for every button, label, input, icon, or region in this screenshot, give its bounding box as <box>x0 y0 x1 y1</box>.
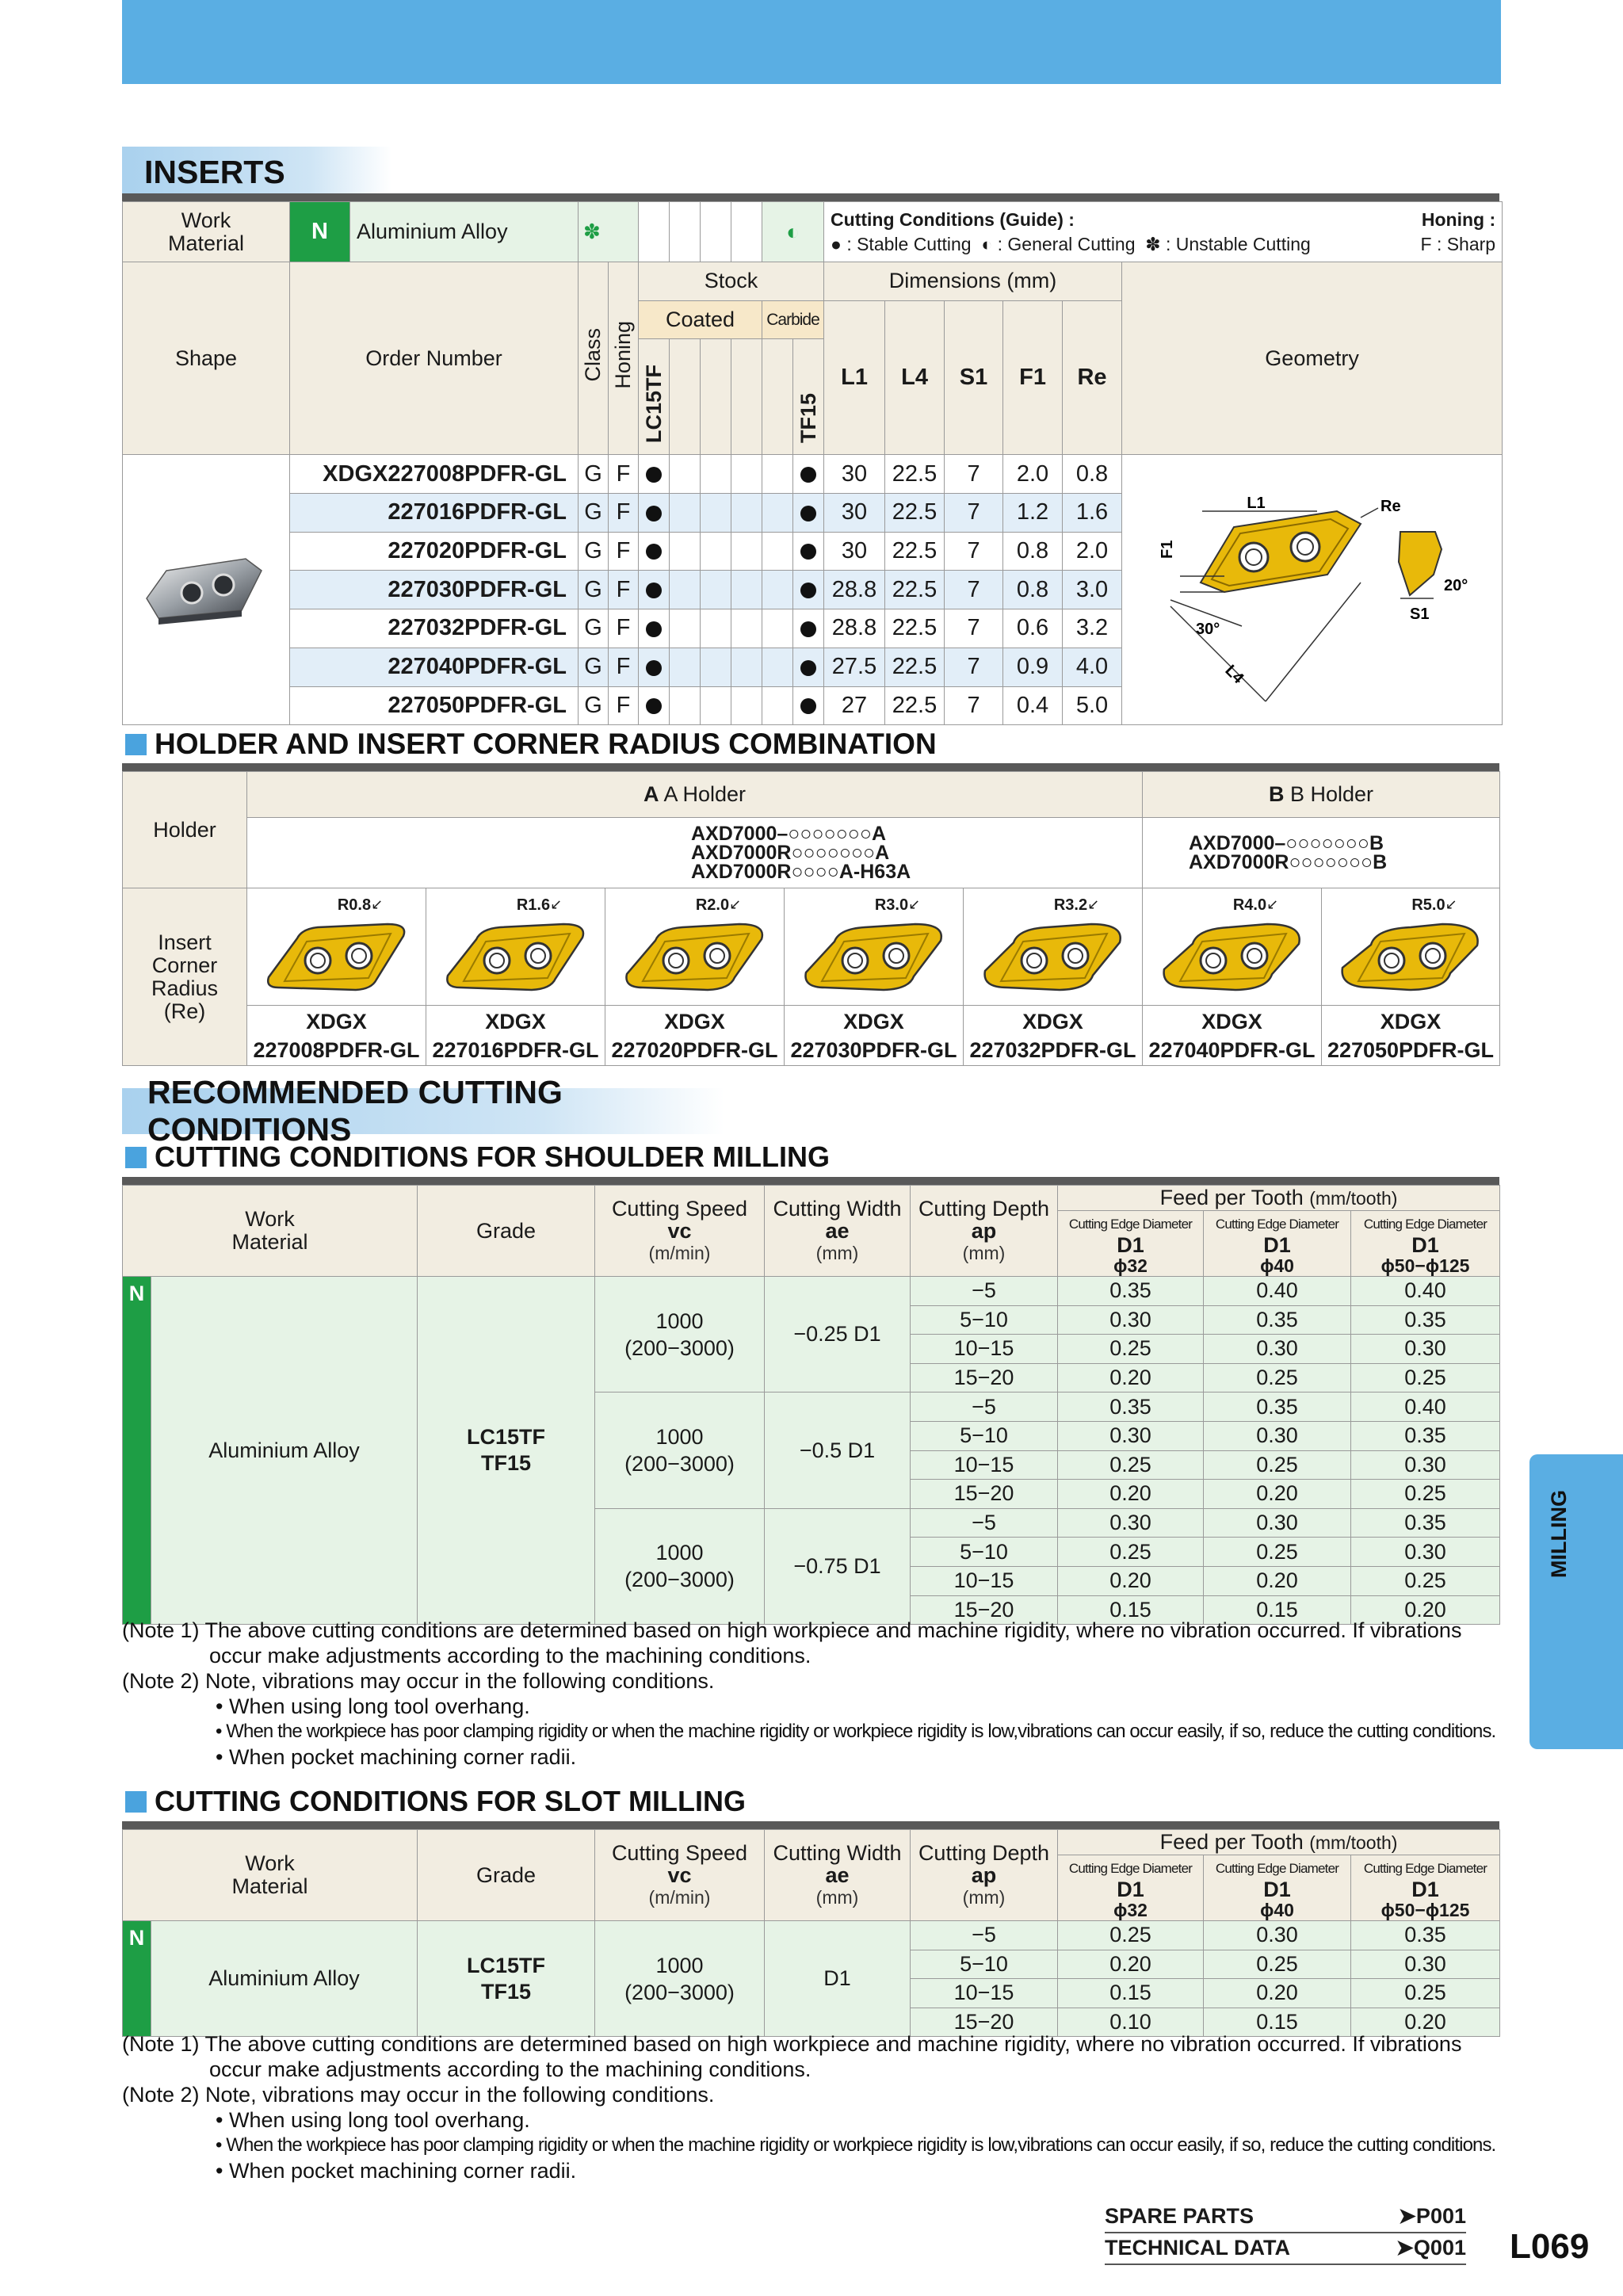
feed-d50-cell: 0.25 <box>1351 1566 1500 1595</box>
feed-d50-cell: 0.20 <box>1351 1595 1500 1625</box>
feed-d50-cell: 0.30 <box>1351 1335 1500 1364</box>
feed-d32-cell: 0.25 <box>1058 1450 1204 1480</box>
insert-corner-graphic <box>1331 915 1490 1002</box>
l1-cell: 28.8 <box>824 571 885 609</box>
speed-cell: 1000 (200−3000) <box>595 1277 765 1392</box>
l1-cell: 30 <box>824 494 885 533</box>
speed-cell: 1000 (200−3000) <box>595 1921 765 2037</box>
stock-dot <box>639 455 670 494</box>
speed-header: Cutting Speed vc (m/min) <box>595 1186 765 1277</box>
feed-d40-cell: 0.30 <box>1204 1335 1351 1364</box>
depth-cell: 5−10 <box>911 1305 1058 1335</box>
feed-d50-cell: 0.35 <box>1351 1421 1500 1450</box>
insert-corner-graphic <box>974 915 1132 1002</box>
unstable-legend: ✽ : Unstable Cutting <box>1145 233 1311 254</box>
depth-cell: −5 <box>911 1392 1058 1422</box>
width-cell: −0.75 D1 <box>765 1508 911 1624</box>
lc15tf-header: LC15TF <box>639 339 670 455</box>
l4-cell: 22.5 <box>885 571 945 609</box>
feed-d40-cell: 0.25 <box>1204 1950 1351 1979</box>
honing-header: Honing <box>609 262 639 455</box>
re-cell: 3.0 <box>1063 571 1122 609</box>
l4-cell: 22.5 <box>885 686 945 725</box>
feed-d40-cell: 0.20 <box>1204 1480 1351 1509</box>
stock-dot <box>793 494 824 533</box>
s1-cell: 7 <box>945 648 1003 686</box>
order-number: XDGX227008PDFR-GL <box>290 455 579 494</box>
re-cell: 5.0 <box>1063 686 1122 725</box>
insert-image: R5.0 ↙ <box>1322 888 1500 1006</box>
stock-dot <box>639 648 670 686</box>
feed-d32-cell: 0.30 <box>1058 1421 1204 1450</box>
feed-d32-cell: 0.20 <box>1058 1363 1204 1392</box>
feed-d50-cell: 0.35 <box>1351 1305 1500 1335</box>
depth-cell: 10−15 <box>911 1979 1058 2008</box>
l1-cell: 30 <box>824 532 885 571</box>
re-cell: 0.8 <box>1063 455 1122 494</box>
l4-header: L4 <box>885 300 945 455</box>
feed-d40-cell: 0.35 <box>1204 1305 1351 1335</box>
insert-name: XDGX 227040PDFR-GL <box>1143 1006 1322 1066</box>
shoulder-title: CUTTING CONDITIONS FOR SHOULDER MILLING <box>125 1139 830 1175</box>
insert-image: R1.6 ↙ <box>426 888 605 1006</box>
insert-name: XDGX 227030PDFR-GL <box>785 1006 964 1066</box>
speed-cell: 1000 (200−3000) <box>595 1508 765 1624</box>
re-cell: 3.2 <box>1063 609 1122 648</box>
shoulder-table <box>122 1185 1500 1625</box>
stock-dot <box>639 609 670 648</box>
material-cell: Aluminium Alloy <box>151 1921 418 2037</box>
depth-cell: 5−10 <box>911 1421 1058 1450</box>
page-number: L069 <box>1510 2227 1590 2266</box>
width-cell: D1 <box>765 1921 911 2037</box>
section-rule <box>122 763 1499 771</box>
work-material-header: Work Material <box>123 202 290 262</box>
insert-image: R0.8 ↙ <box>247 888 426 1006</box>
grade-cell: LC15TF TF15 <box>418 1921 595 2037</box>
geom-f1-label: F1 <box>1158 540 1176 560</box>
depth-cell: 10−15 <box>911 1335 1058 1364</box>
carbide-header: Carbide <box>762 300 824 339</box>
a-holder-header: A A Holder <box>247 772 1143 818</box>
insert-corner-graphic <box>795 915 953 1002</box>
d40-header: Cutting Edge Diameter D1 ɸ40 <box>1204 1855 1351 1921</box>
s1-cell: 7 <box>945 532 1003 571</box>
feed-d32-cell: 0.15 <box>1058 1979 1204 2008</box>
n-badge: N <box>123 1921 151 2037</box>
honing-cell: F <box>609 648 639 686</box>
d32-header: Cutting Edge Diameter D1 ɸ32 <box>1058 1211 1204 1277</box>
s1-cell: 7 <box>945 686 1003 725</box>
inserts-title: INSERTS <box>122 147 391 197</box>
stock-dot <box>793 532 824 571</box>
shape-header: Shape <box>123 262 290 455</box>
work-material-header: Work Material <box>123 1830 418 1921</box>
depth-cell: 10−15 <box>911 1566 1058 1595</box>
d32-header: Cutting Edge Diameter D1 ɸ32 <box>1058 1855 1204 1921</box>
honing-cell: F <box>609 609 639 648</box>
stock-dot <box>793 609 824 648</box>
feed-d50-cell: 0.25 <box>1351 1979 1500 2008</box>
depth-header: Cutting Depth ap (mm) <box>911 1186 1058 1277</box>
technical-data-link[interactable]: TECHNICAL DATA ➤Q001 <box>1105 2236 1466 2265</box>
geom-l4-label: L4 <box>1221 662 1247 688</box>
unstable-icon: ✽ <box>579 202 639 262</box>
insert-corner-graphic <box>1153 915 1312 1002</box>
feed-d32-cell: 0.30 <box>1058 1508 1204 1538</box>
d50-header: Cutting Edge Diameter D1 ɸ50−ɸ125 <box>1351 1855 1500 1921</box>
class-cell: G <box>579 494 609 533</box>
radius-label-text: R1.6 <box>516 896 551 914</box>
class-cell: G <box>579 686 609 725</box>
feed-d50-cell: 0.25 <box>1351 1363 1500 1392</box>
feed-d40-cell: 0.40 <box>1204 1277 1351 1306</box>
feed-d32-cell: 0.25 <box>1058 1538 1204 1567</box>
feed-d40-cell: 0.15 <box>1204 1595 1351 1625</box>
material-cell: Aluminium Alloy <box>151 1277 418 1625</box>
width-cell: −0.25 D1 <box>765 1277 911 1392</box>
honing-cell: F <box>609 494 639 533</box>
f1-cell: 0.9 <box>1003 648 1063 686</box>
feed-header: Feed per Tooth (mm/tooth) <box>1058 1186 1500 1211</box>
feed-d40-cell: 0.20 <box>1204 1979 1351 2008</box>
feed-d40-cell: 0.25 <box>1204 1450 1351 1480</box>
material-cell: Aluminium Alloy <box>350 202 579 262</box>
insert-image: R3.0 ↙ <box>785 888 964 1006</box>
l1-cell: 27.5 <box>824 648 885 686</box>
f1-header: F1 <box>1003 300 1063 455</box>
re-cell: 4.0 <box>1063 648 1122 686</box>
class-cell: G <box>579 532 609 571</box>
insert-image: R3.2 ↙ <box>964 888 1143 1006</box>
width-header: Cutting Width ae (mm) <box>765 1186 911 1277</box>
f1-cell: 1.2 <box>1003 494 1063 533</box>
depth-cell: −5 <box>911 1277 1058 1306</box>
dimensions-header: Dimensions (mm) <box>824 262 1122 301</box>
insert-name: XDGX 227020PDFR-GL <box>605 1006 785 1066</box>
width-cell: −0.5 D1 <box>765 1392 911 1508</box>
order-header: Order Number <box>290 262 579 455</box>
slot-notes: (Note 1) The above cutting conditions are determined based on high workpiece and machine rigidity, where no vibration occurred. If vibrations occur make adjustments according to the machining conditions. (Note 2) Note, vibrations may occur in the following conditions. • When using long tool overhang. • When the workpiece has poor clamping rigidity or when the machine rigidity or workpiece rigidity is low,vibrations can occur easily, if so, reduce the cutting conditions. • When pocket machining corner radii. <box>122 2032 1496 2183</box>
a-holder-models: AXD7000–○○○○○○○A AXD7000R○○○○○○○A AXD7000R○○○○A-H63A <box>247 818 1143 888</box>
depth-cell: 5−10 <box>911 1538 1058 1567</box>
l4-cell: 22.5 <box>885 532 945 571</box>
general-icon: ◐ <box>762 202 824 262</box>
radius-label-text: R2.0 <box>695 896 730 914</box>
s1-cell: 7 <box>945 609 1003 648</box>
geom-l1-label: L1 <box>1246 495 1266 513</box>
slot-title: CUTTING CONDITIONS FOR SLOT MILLING <box>125 1783 746 1820</box>
depth-cell: −5 <box>911 1921 1058 1950</box>
stock-dot <box>793 455 824 494</box>
speed-cell: 1000 (200−3000) <box>595 1392 765 1508</box>
l1-cell: 27 <box>824 686 885 725</box>
stock-dot <box>639 494 670 533</box>
spare-parts-link[interactable]: SPARE PARTS ➤P001 <box>1105 2204 1466 2233</box>
honing-cell: F <box>609 455 639 494</box>
insert-corner-graphic <box>258 915 416 1002</box>
feed-d40-cell: 0.30 <box>1204 1921 1351 1950</box>
re-cell: 1.6 <box>1063 494 1122 533</box>
width-header: Cutting Width ae (mm) <box>765 1830 911 1921</box>
stock-dot <box>639 571 670 609</box>
coated-header: Coated <box>639 300 762 339</box>
l1-cell: 28.8 <box>824 609 885 648</box>
depth-cell: 15−20 <box>911 1363 1058 1392</box>
b-holder-header: B B Holder <box>1143 772 1500 818</box>
section-rule <box>122 193 1499 201</box>
depth-cell: 10−15 <box>911 1450 1058 1480</box>
f1-cell: 0.6 <box>1003 609 1063 648</box>
depth-cell: 15−20 <box>911 1595 1058 1625</box>
condition-row <box>123 1277 1500 1306</box>
holder-label: Holder <box>123 772 247 888</box>
depth-cell: 5−10 <box>911 1950 1058 1979</box>
feed-header: Feed per Tooth (mm/tooth) <box>1058 1830 1500 1855</box>
feed-d40-cell: 0.35 <box>1204 1392 1351 1422</box>
insert-name: XDGX 227016PDFR-GL <box>426 1006 605 1066</box>
stable-legend: ● : Stable Cutting <box>831 233 972 254</box>
grade-cell: LC15TF TF15 <box>418 1277 595 1625</box>
legend-cell: Cutting Conditions (Guide) : Honing : ● : Stable Cutting ◐ : General Cutting ✽ : Unstable Cutting F : Sharp <box>824 202 1503 262</box>
radius-label-text: R3.0 <box>874 896 909 914</box>
feed-d32-cell: 0.35 <box>1058 1392 1204 1422</box>
top-banner <box>122 0 1501 84</box>
l1-header: L1 <box>824 300 885 455</box>
feed-d32-cell: 0.35 <box>1058 1277 1204 1306</box>
order-number: 227030PDFR-GL <box>290 571 579 609</box>
depth-cell: 15−20 <box>911 2008 1058 2037</box>
insert-row <box>123 455 1503 494</box>
feed-d40-cell: 0.20 <box>1204 1566 1351 1595</box>
grade-header: Grade <box>418 1830 595 1921</box>
l4-cell: 22.5 <box>885 455 945 494</box>
stock-dot <box>793 686 824 725</box>
feed-d32-cell: 0.30 <box>1058 1305 1204 1335</box>
geom-20-label: 20° <box>1443 577 1468 595</box>
insert-corner-graphic <box>616 915 774 1002</box>
stock-dot <box>793 571 824 609</box>
section-rule <box>122 1821 1499 1829</box>
feed-d32-cell: 0.20 <box>1058 1566 1204 1595</box>
grade-header: Grade <box>418 1186 595 1277</box>
work-material-header: Work Material <box>123 1186 418 1277</box>
slot-table <box>122 1829 1500 2037</box>
feed-d50-cell: 0.40 <box>1351 1392 1500 1422</box>
feed-d32-cell: 0.25 <box>1058 1921 1204 1950</box>
feed-d50-cell: 0.30 <box>1351 1950 1500 1979</box>
order-number: 227040PDFR-GL <box>290 648 579 686</box>
shoulder-notes: (Note 1) The above cutting conditions are determined based on high workpiece and machine rigidity, where no vibration occurred. If vibrations occur make adjustments according to the machining conditions. (Note 2) Note, vibrations may occur in the following conditions. • When using long tool overhang. • When the workpiece has poor clamping rigidity or when the machine rigidity or workpiece rigidity is low,vibrations can occur easily, if so, reduce the cutting conditions. • When pocket machining corner radii. <box>122 1618 1496 1769</box>
insert-photo <box>123 455 290 725</box>
honing-cell: F <box>609 686 639 725</box>
section-square-icon <box>125 1791 147 1813</box>
order-number: 227016PDFR-GL <box>290 494 579 533</box>
s1-cell: 7 <box>945 455 1003 494</box>
combo-table <box>122 771 1500 1066</box>
class-cell: G <box>579 571 609 609</box>
feed-d40-cell: 0.15 <box>1204 2008 1351 2037</box>
class-cell: G <box>579 455 609 494</box>
n-badge: N <box>123 1277 151 1625</box>
insert-image: R4.0 ↙ <box>1143 888 1322 1006</box>
order-number: 227020PDFR-GL <box>290 532 579 571</box>
f1-cell: 0.8 <box>1003 532 1063 571</box>
order-number: 227032PDFR-GL <box>290 609 579 648</box>
general-legend: ◐ : General Cutting <box>981 233 1136 254</box>
f1-cell: 0.4 <box>1003 686 1063 725</box>
b-holder-models: AXD7000–○○○○○○○B AXD7000R○○○○○○○B <box>1143 818 1500 888</box>
radius-label-text: R3.2 <box>1053 896 1088 914</box>
feed-d50-cell: 0.35 <box>1351 1508 1500 1538</box>
feed-d32-cell: 0.25 <box>1058 1335 1204 1364</box>
section-square-icon <box>125 1147 147 1168</box>
radius-label-text: R4.0 <box>1232 896 1267 914</box>
l1-cell: 30 <box>824 455 885 494</box>
feed-d50-cell: 0.20 <box>1351 2008 1500 2037</box>
feed-d32-cell: 0.15 <box>1058 1595 1204 1625</box>
feed-d50-cell: 0.40 <box>1351 1277 1500 1306</box>
s1-cell: 7 <box>945 494 1003 533</box>
l4-cell: 22.5 <box>885 494 945 533</box>
insert-name: XDGX 227032PDFR-GL <box>964 1006 1143 1066</box>
feed-d40-cell: 0.30 <box>1204 1421 1351 1450</box>
milling-side-tab[interactable]: MILLING <box>1529 1454 1623 1749</box>
re-cell: 2.0 <box>1063 532 1122 571</box>
feed-d50-cell: 0.30 <box>1351 1538 1500 1567</box>
n-badge: N <box>290 202 350 262</box>
stock-dot <box>639 686 670 725</box>
class-cell: G <box>579 609 609 648</box>
class-cell: G <box>579 648 609 686</box>
feed-d50-cell: 0.35 <box>1351 1921 1500 1950</box>
honing-cell: F <box>609 571 639 609</box>
d40-header: Cutting Edge Diameter D1 ɸ40 <box>1204 1211 1351 1277</box>
feed-d32-cell: 0.10 <box>1058 2008 1204 2037</box>
feed-d50-cell: 0.30 <box>1351 1450 1500 1480</box>
honing-legend: F : Sharp <box>1420 233 1496 254</box>
f1-cell: 2.0 <box>1003 455 1063 494</box>
s1-header: S1 <box>945 300 1003 455</box>
section-square-icon <box>125 734 147 755</box>
combo-title: HOLDER AND INSERT CORNER RADIUS COMBINATION <box>125 725 937 763</box>
feed-d32-cell: 0.20 <box>1058 1950 1204 1979</box>
feed-d40-cell: 0.25 <box>1204 1538 1351 1567</box>
condition-row <box>123 1921 1500 1950</box>
stock-header: Stock <box>639 262 824 301</box>
tf15-header: TF15 <box>793 339 824 455</box>
insert-image: R2.0 ↙ <box>605 888 785 1006</box>
recommended-title: RECOMMENDED CUTTING CONDITIONS <box>122 1088 724 1134</box>
insert-corner-graphic <box>437 915 595 1002</box>
insert-name: XDGX 227050PDFR-GL <box>1322 1006 1500 1066</box>
insert-name: XDGX 227008PDFR-GL <box>247 1006 426 1066</box>
stock-dot <box>639 532 670 571</box>
feed-d40-cell: 0.30 <box>1204 1508 1351 1538</box>
f1-cell: 0.8 <box>1003 571 1063 609</box>
section-rule <box>122 1177 1499 1185</box>
geom-s1-label: S1 <box>1409 606 1430 624</box>
depth-cell: −5 <box>911 1508 1058 1538</box>
l4-cell: 22.5 <box>885 609 945 648</box>
honing-cell: F <box>609 532 639 571</box>
radius-label-text: R0.8 <box>337 896 372 914</box>
feed-d50-cell: 0.25 <box>1351 1480 1500 1509</box>
s1-cell: 7 <box>945 571 1003 609</box>
depth-cell: 15−20 <box>911 1480 1058 1509</box>
feed-d40-cell: 0.25 <box>1204 1363 1351 1392</box>
stock-dot <box>793 648 824 686</box>
l4-cell: 22.5 <box>885 648 945 686</box>
inserts-table <box>122 201 1503 725</box>
radius-label-text: R5.0 <box>1411 896 1445 914</box>
speed-header: Cutting Speed vc (m/min) <box>595 1830 765 1921</box>
geom-30-label: 30° <box>1195 621 1220 639</box>
geometry-header: Geometry <box>1122 262 1503 455</box>
re-header: Re <box>1063 300 1122 455</box>
depth-header: Cutting Depth ap (mm) <box>911 1830 1058 1921</box>
geom-re-label: Re <box>1380 498 1401 516</box>
feed-d32-cell: 0.20 <box>1058 1480 1204 1509</box>
class-header: Class <box>579 262 609 455</box>
radius-label: Insert Corner Radius (Re) <box>123 888 247 1066</box>
d50-header: Cutting Edge Diameter D1 ɸ50−ɸ125 <box>1351 1211 1500 1277</box>
geometry-diagram <box>1122 455 1503 725</box>
order-number: 227050PDFR-GL <box>290 686 579 725</box>
